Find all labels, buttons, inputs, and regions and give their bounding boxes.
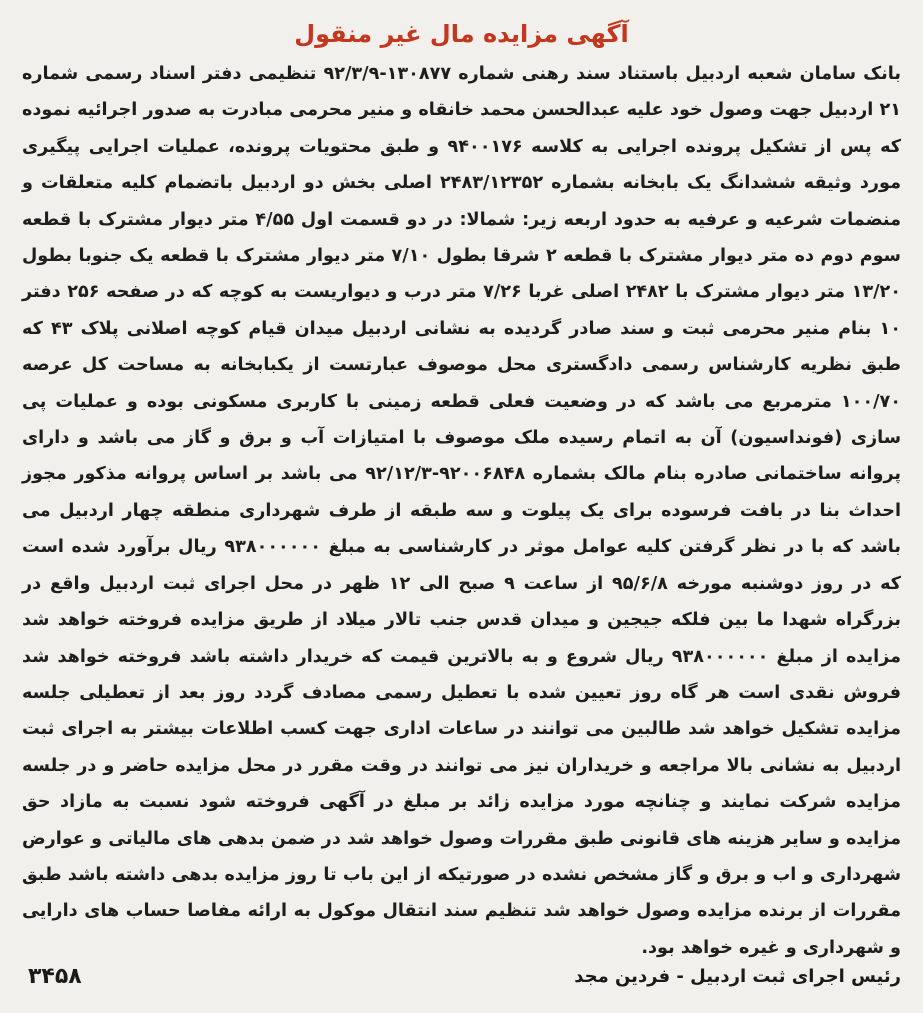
signature-line: رئیس اجرای ثبت اردبیل - فردین مجد — [574, 966, 901, 987]
notice-body: بانک سامان شعبه اردبیل باستناد سند رهنی شماره ۱۳۰۸۷۷-۹۲/۳/۹ تنظیمی دفتر اسناد رسمی شماره ۲۱ اردبیل جهت وصول خود علیه عبدالحسن محمد خانقاه و منیر محرمی مبادرت به صدور اجرائیه نموده که پس از تشکیل پرونده اجرایی به کلاسه ۹۴۰۰۱۷۶ و طبق محتویات پرونده، عملیات اجرایی پیگیری مورد وثیقه ششدانگ یک بابخانه بشماره ۲۴۸۳/۱۲۳۵۲ اصلی بخش دو اردبیل باتضمام کلیه متعلقات و منضمات شرعیه و عرفیه به حدود اربعه زیر: شمالا: در دو قسمت اول ۴/۵۵ متر دیوار مشترک با قطعه سوم دوم ده متر دیوار مشترک با قطعه ۲ شرقا بطول ۷/۱۰ متر دیوار مشترک با قطعه یک جنوبا بطول ۱۳/۲۰ متر دیوار مشترک با ۲۴۸۲ اصلی غربا ۷/۲۶ متر درب و دیواریست به کوچه که در صفحه ۲۵۶ دفتر ۱۰ بنام منیر محرمی ثبت و سند صادر گردیده به نشانی اردبیل میدان قیام کوچه اصلانی پلاک ۴۳ که طبق نظریه کارشناس رسمی دادگستری محل موصوف عبارتست از یکبابخانه به مساحت کل عرصه ۱۰۰/۷۰ مترمربع می باشد که در وضعیت فعلی قطعه زمینی با کاربری مسکونی بوده و عملیات پی سازی (فونداسیون) آن به اتمام رسیده ملک موصوف با امتیازات آب و برق و گاز می باشد و دارای پروانه ساختمانی صادره بنام مالک بشماره ۹۲۰۰۶۸۴۸-۹۲/۱۲/۳ می باشد بر اساس پروانه مذکور مجوز احداث بنا در بافت فرسوده برای یک پیلوت و سه طبقه از طرف شهرداری منطقه چهار اردبیل می باشد که با در نظر گرفتن کلیه عوامل موثر در کارشناسی به مبلغ ۹۳۸۰۰۰۰۰۰ ریال برآورد شده است که در روز دوشنبه مورخه ۹۵/۶/۸ از ساعت ۹ صبح الی ۱۲ ظهر در محل اجرای ثبت اردبیل واقع در بزرگراه شهدا ما بین فلکه جیجین و میدان قدس جنب تالار میلاد از طریق مزایده فروخته خواهد شد مزایده از مبلغ ۹۳۸۰۰۰۰۰۰ ریال شروع و به بالاترین قیمت که خریدار داشته باشد فروخته خواهد شد فروش نقدی است هر گاه روز تعیین شده با تعطیل رسمی مصادف گردد روز بعد از تعطیلی جلسه مزایده تشکیل خواهد شد طالبین می توانند در ساعات اداری جهت کسب اطلاعات بیشتر به اجرای ثبت اردبیل به نشانی بالا مراجعه و خریداران نیز می توانند در وقت مقرر در محل مزایده حاضر و در جلسه مزایده شرکت نمایند و چنانچه مورد مزایده زائد بر مبلغ در آگهی فروخته شود نسبت به مازاد حق مزایده و سایر هزینه های قانونی طبق مقررات وصول خواهد شد در ضمن بدهی های مالیاتی و عوارض شهرداری و اب و برق و گاز مشخص نشده در صورتیکه از این باب تا روز مزایده بدهی داشته باشد طبق مقررات از برنده مزایده وصول خواهد شد تنظیم سند انتقال موکول به ارائه مفاصا حساب های دارایی و شهرداری و غیره خواهد بود. — [22, 64, 902, 958]
notice-title: آگهی مزایده مال غیر منقول — [294, 20, 629, 48]
notice-footer — [22, 961, 901, 993]
ad-number: ۳۴۵۸ — [28, 964, 82, 989]
